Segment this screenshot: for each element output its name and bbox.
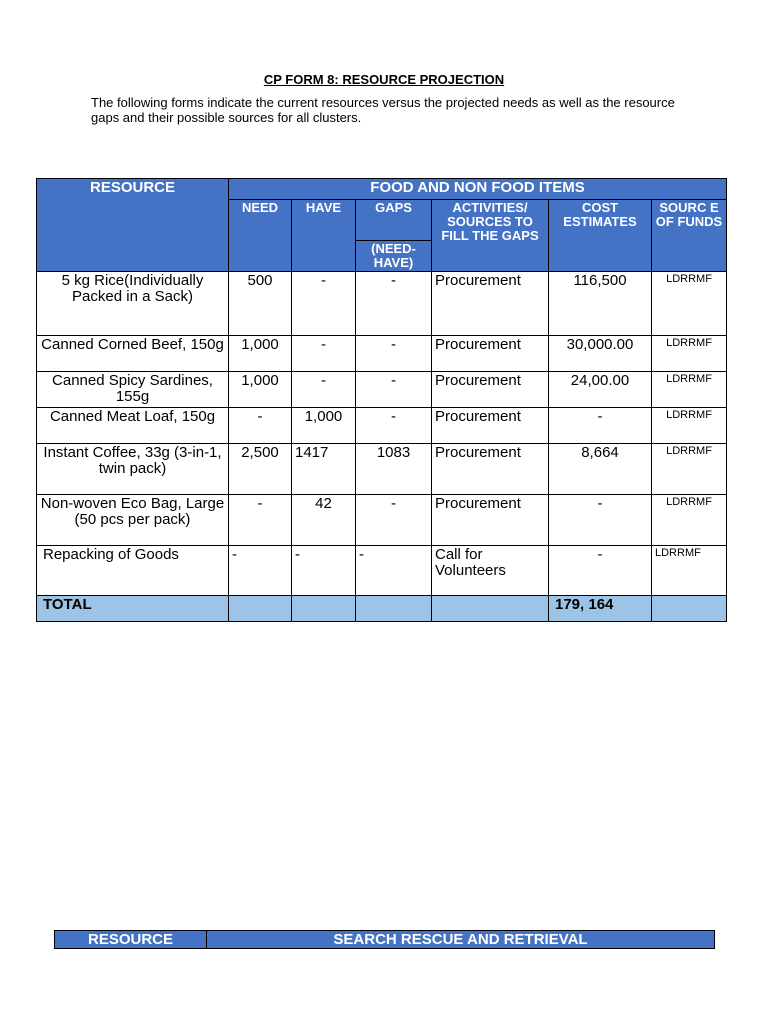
cost-cell: - [549,546,652,596]
resource-cell: 5 kg Rice(Individually Packed in a Sack) [37,272,229,336]
have-cell: - [292,336,356,372]
need-cell: 2,500 [229,444,292,495]
table-row [37,444,727,495]
cost-cell: 8,664 [549,444,652,495]
bottom-resource-header: RESOURCE [55,931,207,949]
resource-cell: Non-woven Eco Bag, Large (50 pcs per pack) [37,495,229,546]
col-activities-header: ACTIVITIES/ SOURCES TO FILL THE GAPS [432,200,549,272]
need-cell: - [229,546,292,596]
cost-cell: 116,500 [549,272,652,336]
gaps-cell: - [356,336,432,372]
table-row [37,408,727,444]
source-cell: LDRRMF [652,408,727,444]
table-row [37,495,727,546]
total-need-cell [229,596,292,622]
need-cell: 1,000 [229,372,292,408]
table-row [37,336,727,372]
need-cell: - [229,495,292,546]
col-gaps-header: GAPS [356,200,432,241]
cost-cell: - [549,495,652,546]
source-cell: LDRRMF [652,372,727,408]
have-cell: 1417 [292,444,356,495]
col-cost-header: COST ESTIMATES [549,200,652,272]
total-label: TOTAL [37,596,229,622]
activity-cell: Procurement [432,444,549,495]
activity-cell: Procurement [432,336,549,372]
total-row [37,596,727,622]
total-have-cell [292,596,356,622]
resource-projection-table [36,178,727,622]
source-cell: LDRRMF [652,272,727,336]
resource-cell: Instant Coffee, 33g (3-in-1, twin pack) [37,444,229,495]
have-cell: 42 [292,495,356,546]
total-cost: 179, 164 [549,596,652,622]
activity-cell: Call for Volunteers [432,546,549,596]
source-cell: LDRRMF [652,495,727,546]
table-row [37,272,727,336]
need-cell: - [229,408,292,444]
resource-cell: Canned Corned Beef, 150g [37,336,229,372]
col-need-header: NEED [229,200,292,272]
source-cell: LDRRMF [652,444,727,495]
activity-cell: Procurement [432,372,549,408]
activity-cell: Procurement [432,272,549,336]
col-source-header: SOURC E OF FUNDS [652,200,727,272]
source-cell: LDRRMF [652,336,727,372]
table-row [37,372,727,408]
total-activity-cell [432,596,549,622]
need-cell: 1,000 [229,336,292,372]
have-cell: - [292,546,356,596]
activity-cell: Procurement [432,495,549,546]
gaps-cell: - [356,372,432,408]
search-rescue-table [54,930,715,949]
resource-cell: Repacking of Goods [37,546,229,596]
total-gaps-cell [356,596,432,622]
group-header: FOOD AND NON FOOD ITEMS [229,179,727,200]
have-cell: 1,000 [292,408,356,444]
gaps-cell: - [356,495,432,546]
col-gaps-subheader: (NEED-HAVE) [356,241,432,272]
resource-cell: Canned Spicy Sardines, 155g [37,372,229,408]
gaps-cell: 1083 [356,444,432,495]
gaps-cell: - [356,272,432,336]
gaps-cell: - [356,546,432,596]
resource-header: RESOURCE [37,179,229,272]
gaps-cell: - [356,408,432,444]
table-row [37,546,727,596]
have-cell: - [292,272,356,336]
cost-cell: 30,000.00 [549,336,652,372]
resource-cell: Canned Meat Loaf, 150g [37,408,229,444]
cost-cell: 24,00.00 [549,372,652,408]
have-cell: - [292,372,356,408]
total-source-cell [652,596,727,622]
activity-cell: Procurement [432,408,549,444]
source-cell: LDRRMF [652,546,727,596]
form-title: CP FORM 8: RESOURCE PROJECTION [263,72,505,87]
cost-cell: - [549,408,652,444]
intro-paragraph: The following forms indicate the current resources versus the projected needs as well as the resource gaps and their possible sources for all clusters. [91,95,675,125]
col-have-header: HAVE [292,200,356,272]
bottom-group-header: SEARCH RESCUE AND RETRIEVAL [207,931,715,949]
need-cell: 500 [229,272,292,336]
